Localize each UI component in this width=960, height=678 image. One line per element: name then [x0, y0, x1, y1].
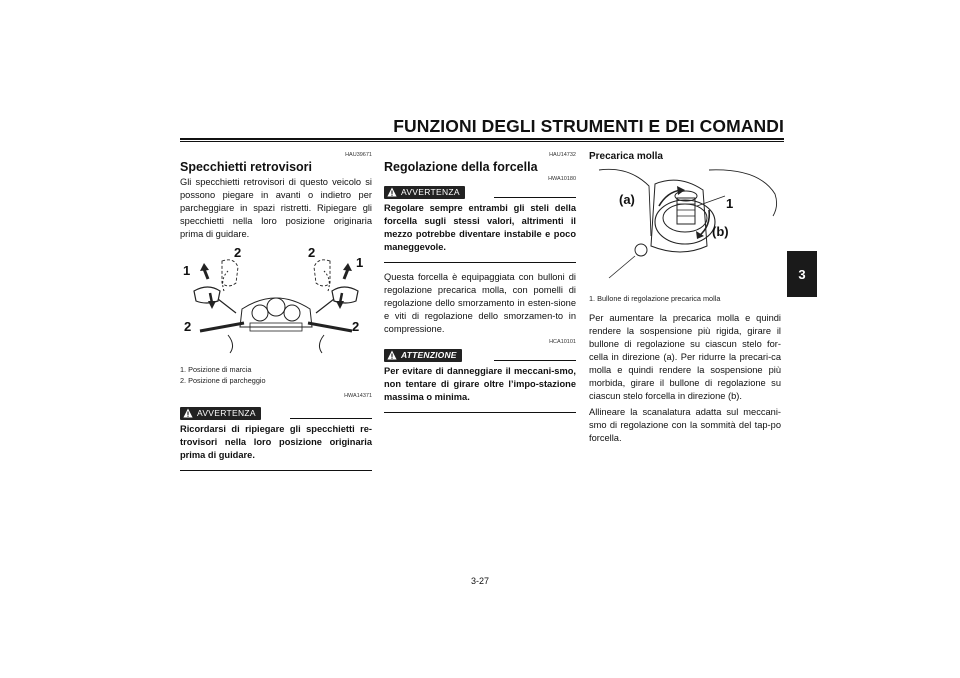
figure-caption-1: 1. Posizione di marcia — [180, 365, 252, 374]
figure-caption: 1. Bullone di regolazione precarica molla — [589, 294, 721, 303]
handlebar-illustration — [180, 249, 372, 359]
caution-label: ATTENZIONE — [401, 350, 457, 360]
warning-end-rule — [384, 262, 576, 263]
section-code: HAU14732 — [549, 152, 576, 158]
callout-2-top-right: 2 — [308, 245, 316, 260]
callout-b: (b) — [712, 224, 729, 239]
section-body: Gli specchietti retrovisori di questo veicolo si possono piegare in avanti o indietro per parcheggiare in spazi ristretti. Ripiegare gli specchietti nella loro posizione originaria prima di guidare. — [180, 177, 372, 239]
caution-text: Per evitare di danneggiare il meccani-smo, non tentare di girare oltre l’impo-stazione massima o minima. — [384, 366, 576, 402]
column-preload — [589, 145, 781, 448]
section-body: Questa forcella è equipaggiata con bulloni di regolazione precarica molla, con pomelli di regolazione dello smorzamento in esten-sione e viti di regolazione dello smorzamen-to in compressione. — [384, 272, 576, 334]
caution-box — [384, 347, 576, 413]
warning-label: AVVERTENZA — [197, 408, 256, 418]
callout-1-right: 1 — [356, 255, 364, 270]
warning-end-rule — [180, 470, 372, 471]
warning-label: AVVERTENZA — [401, 187, 460, 197]
warning-box — [180, 405, 372, 471]
warning-code: HWA14371 — [344, 393, 372, 399]
warning-badge — [180, 407, 261, 420]
subheading: Precarica molla — [589, 151, 663, 162]
mirrors-figure — [180, 245, 372, 364]
section-heading: Regolazione della forcella — [384, 160, 538, 174]
warning-box — [384, 184, 576, 263]
callout-2-bottom-left: 2 — [184, 319, 192, 334]
column-fork — [384, 145, 576, 413]
callout-2-top-left: 2 — [234, 245, 242, 260]
callout-a: (a) — [619, 192, 635, 207]
fork-cap-illustration — [589, 166, 781, 286]
caution-end-rule — [384, 412, 576, 413]
caution-code: HCA10101 — [549, 339, 576, 345]
warning-text: Regolare sempre entrambi gli steli della forcella sugli stessi valori, altrimenti il mezzo potrebbe diventare instabile e poco maneggevole. — [384, 203, 576, 252]
section-code: HAU39671 — [345, 152, 372, 158]
callout-1: 1 — [726, 196, 734, 211]
callout-1-left: 1 — [183, 263, 191, 278]
body-paragraph-1: Per aumentare la precarica molla e quindi rendere la sospensione più rigida, girare il bullone di regolazione su ciascun stelo for-cella in direzione (a). Per ridurre la precari-ca molla e quindi rendere la sospensione più morbida, girare il bullone di regolazione su ciascun stelo forcella in direzione (b). — [589, 313, 781, 401]
section-heading: Specchietti retrovisori — [180, 160, 312, 174]
callout-2-bottom-right: 2 — [352, 319, 360, 334]
chapter-tab: 3 — [787, 251, 817, 297]
warning-triangle-icon — [387, 187, 397, 197]
title-rule — [180, 138, 784, 142]
figure-caption-2: 2. Posizione di parcheggio — [180, 376, 266, 385]
caution-badge — [384, 349, 462, 362]
preload-figure — [589, 166, 781, 291]
warning-badge — [384, 186, 465, 199]
caution-triangle-icon — [387, 350, 397, 360]
warning-triangle-icon — [183, 408, 193, 418]
page-number: 3-27 — [470, 576, 489, 586]
column-mirrors — [180, 145, 372, 471]
warning-code: HWA10180 — [548, 176, 576, 182]
warning-text: Ricordarsi di ripiegare gli specchietti re-trovisori nella loro posizione originaria prima di guidare. — [180, 424, 372, 460]
body-paragraph-2: Allineare la scanalatura adatta sul meccani-smo di regolazione con la sommità del tap-po forcella. — [589, 407, 781, 443]
page-title: FUNZIONI DEGLI STRUMENTI E DEI COMANDI — [393, 116, 784, 136]
